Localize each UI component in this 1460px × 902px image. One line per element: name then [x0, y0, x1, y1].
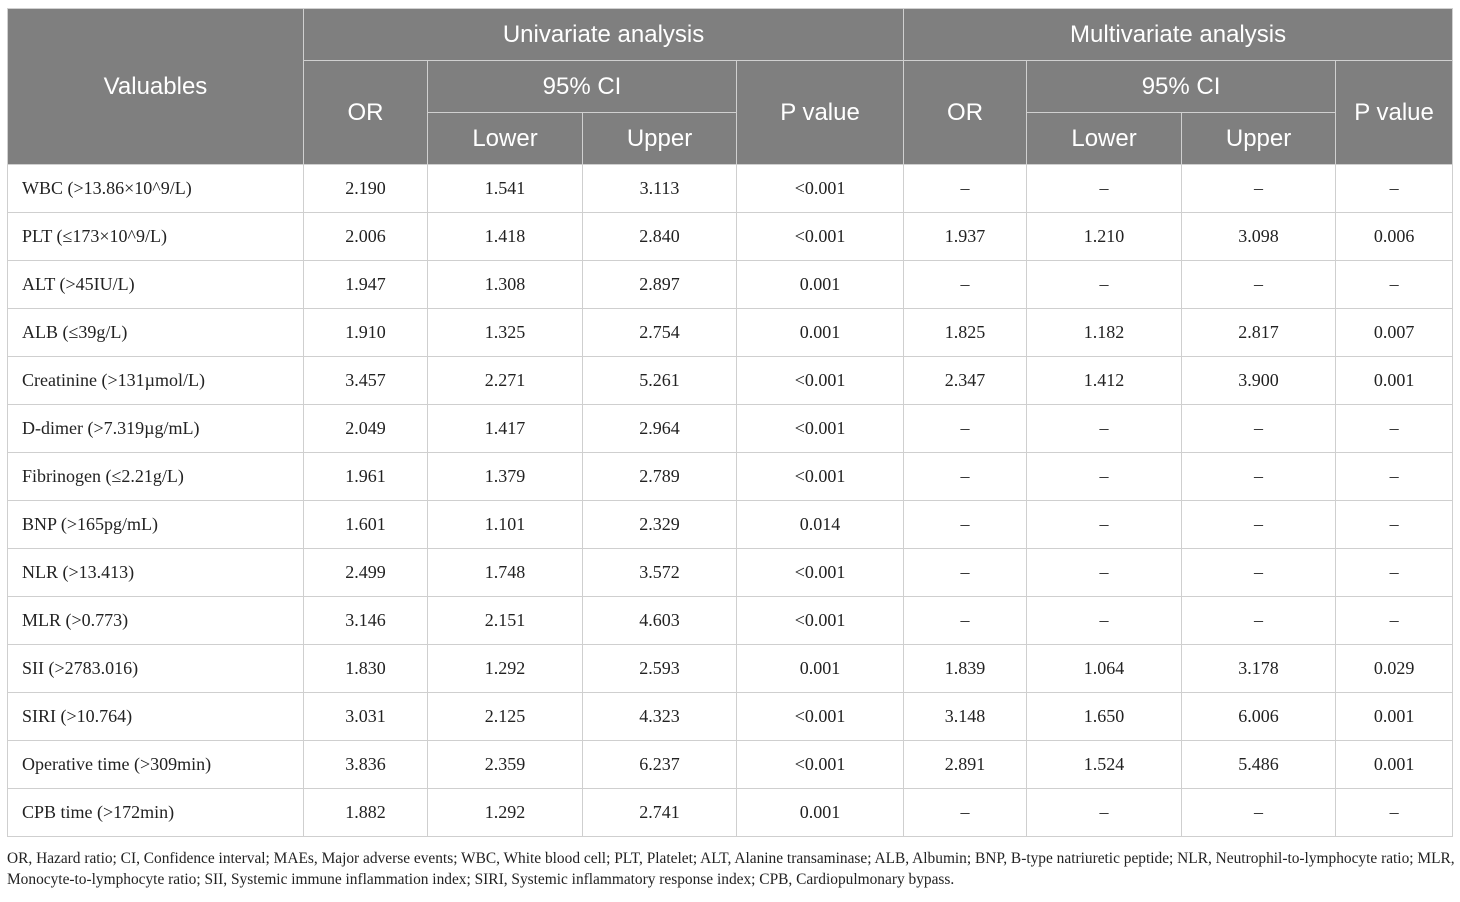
cell-variable: SIRI (>10.764): [8, 693, 304, 741]
cell-multivariate-lower: –: [1027, 165, 1182, 213]
cell-univariate-upper: 5.261: [583, 357, 737, 405]
cell-univariate-lower: 1.292: [428, 789, 583, 837]
cell-univariate-lower: 1.101: [428, 501, 583, 549]
cell-multivariate-or: –: [904, 549, 1027, 597]
cell-univariate-upper: 4.603: [583, 597, 737, 645]
cell-univariate-or: 2.499: [304, 549, 428, 597]
cell-univariate-upper: 4.323: [583, 693, 737, 741]
header-univariate-lower: Lower: [428, 113, 583, 165]
cell-univariate-upper: 3.113: [583, 165, 737, 213]
cell-multivariate-pvalue: –: [1336, 789, 1453, 837]
cell-univariate-upper: 2.964: [583, 405, 737, 453]
header-multivariate: Multivariate analysis: [904, 9, 1453, 61]
table-row: [8, 453, 1453, 501]
cell-multivariate-pvalue: 0.007: [1336, 309, 1453, 357]
cell-multivariate-or: –: [904, 597, 1027, 645]
header-multivariate-lower: Lower: [1027, 113, 1182, 165]
cell-multivariate-or: –: [904, 501, 1027, 549]
cell-univariate-lower: 1.292: [428, 645, 583, 693]
cell-multivariate-lower: 1.064: [1027, 645, 1182, 693]
cell-univariate-or: 2.006: [304, 213, 428, 261]
cell-multivariate-pvalue: 0.001: [1336, 357, 1453, 405]
cell-univariate-lower: 2.359: [428, 741, 583, 789]
cell-univariate-or: 1.830: [304, 645, 428, 693]
table-row: [8, 213, 1453, 261]
cell-variable: MLR (>0.773): [8, 597, 304, 645]
table-row: [8, 693, 1453, 741]
cell-multivariate-pvalue: 0.001: [1336, 693, 1453, 741]
header-multivariate-pvalue: P value: [1336, 61, 1453, 165]
table-row: [8, 597, 1453, 645]
cell-multivariate-upper: 2.817: [1182, 309, 1336, 357]
cell-univariate-upper: 2.593: [583, 645, 737, 693]
cell-multivariate-or: –: [904, 405, 1027, 453]
cell-multivariate-or: –: [904, 261, 1027, 309]
cell-univariate-lower: 1.541: [428, 165, 583, 213]
cell-univariate-or: 2.049: [304, 405, 428, 453]
cell-univariate-upper: 3.572: [583, 549, 737, 597]
cell-univariate-lower: 2.125: [428, 693, 583, 741]
header-univariate-or: OR: [304, 61, 428, 165]
cell-univariate-pvalue: <0.001: [737, 357, 904, 405]
cell-multivariate-lower: 1.182: [1027, 309, 1182, 357]
cell-univariate-pvalue: <0.001: [737, 693, 904, 741]
cell-variable: BNP (>165pg/mL): [8, 501, 304, 549]
cell-multivariate-lower: 1.524: [1027, 741, 1182, 789]
header-univariate: Univariate analysis: [304, 9, 904, 61]
cell-variable: Creatinine (>131µmol/L): [8, 357, 304, 405]
cell-multivariate-lower: –: [1027, 597, 1182, 645]
header-univariate-ci: 95% CI: [428, 61, 737, 113]
cell-variable: Fibrinogen (≤2.21g/L): [8, 453, 304, 501]
cell-multivariate-lower: 1.650: [1027, 693, 1182, 741]
cell-multivariate-upper: 3.178: [1182, 645, 1336, 693]
cell-multivariate-or: 1.937: [904, 213, 1027, 261]
table-row: [8, 165, 1453, 213]
table-row: [8, 357, 1453, 405]
cell-univariate-pvalue: <0.001: [737, 453, 904, 501]
cell-univariate-upper: 6.237: [583, 741, 737, 789]
cell-multivariate-upper: –: [1182, 501, 1336, 549]
cell-multivariate-lower: 1.412: [1027, 357, 1182, 405]
cell-multivariate-pvalue: –: [1336, 501, 1453, 549]
header-univariate-pvalue: P value: [737, 61, 904, 165]
table-row: [8, 405, 1453, 453]
cell-variable: WBC (>13.86×10^9/L): [8, 165, 304, 213]
cell-multivariate-upper: 3.098: [1182, 213, 1336, 261]
cell-multivariate-pvalue: 0.001: [1336, 741, 1453, 789]
header-multivariate-ci: 95% CI: [1027, 61, 1336, 113]
cell-multivariate-upper: –: [1182, 405, 1336, 453]
cell-multivariate-pvalue: –: [1336, 261, 1453, 309]
cell-univariate-or: 3.031: [304, 693, 428, 741]
table-body: [8, 165, 1453, 837]
cell-multivariate-or: 2.891: [904, 741, 1027, 789]
cell-multivariate-or: –: [904, 789, 1027, 837]
results-table: [7, 8, 1453, 837]
cell-multivariate-or: 1.839: [904, 645, 1027, 693]
cell-univariate-lower: 2.151: [428, 597, 583, 645]
cell-univariate-lower: 1.748: [428, 549, 583, 597]
table-row: [8, 789, 1453, 837]
cell-multivariate-pvalue: –: [1336, 165, 1453, 213]
cell-variable: D-dimer (>7.319µg/mL): [8, 405, 304, 453]
cell-univariate-lower: 1.325: [428, 309, 583, 357]
cell-variable: ALB (≤39g/L): [8, 309, 304, 357]
cell-multivariate-pvalue: –: [1336, 549, 1453, 597]
cell-multivariate-pvalue: 0.029: [1336, 645, 1453, 693]
cell-multivariate-upper: –: [1182, 549, 1336, 597]
cell-multivariate-upper: 5.486: [1182, 741, 1336, 789]
cell-univariate-or: 3.457: [304, 357, 428, 405]
cell-multivariate-or: –: [904, 453, 1027, 501]
header-variables: Valuables: [8, 9, 304, 165]
cell-multivariate-lower: –: [1027, 549, 1182, 597]
cell-multivariate-upper: 6.006: [1182, 693, 1336, 741]
cell-univariate-pvalue: <0.001: [737, 741, 904, 789]
cell-multivariate-pvalue: 0.006: [1336, 213, 1453, 261]
cell-univariate-pvalue: <0.001: [737, 549, 904, 597]
header-multivariate-or: OR: [904, 61, 1027, 165]
cell-multivariate-lower: –: [1027, 789, 1182, 837]
cell-multivariate-upper: –: [1182, 597, 1336, 645]
cell-univariate-or: 3.836: [304, 741, 428, 789]
cell-univariate-pvalue: <0.001: [737, 213, 904, 261]
cell-univariate-or: 1.961: [304, 453, 428, 501]
cell-univariate-pvalue: <0.001: [737, 165, 904, 213]
cell-multivariate-lower: –: [1027, 405, 1182, 453]
cell-univariate-lower: 1.418: [428, 213, 583, 261]
cell-univariate-or: 1.882: [304, 789, 428, 837]
cell-multivariate-upper: –: [1182, 165, 1336, 213]
cell-variable: NLR (>13.413): [8, 549, 304, 597]
table-footnote: OR, Hazard ratio; CI, Confidence interval; MAEs, Major adverse events; WBC, White blood cell; PLT, Platelet; ALT, Alanine transaminase; ALB, Albumin; BNP, B-type natriuretic peptide; NLR, Neutrophil-to-lymphocyte ratio; MLR, Monocyte-to-lymphocyte ratio; SII, Systemic immune inflammation index; SIRI, Systemic inflammatory response index; CPB, Cardiopulmonary bypass.: [7, 850, 1455, 888]
table-header: [8, 9, 1453, 165]
cell-univariate-or: 1.910: [304, 309, 428, 357]
table-row: [8, 501, 1453, 549]
cell-univariate-pvalue: 0.001: [737, 789, 904, 837]
cell-multivariate-pvalue: –: [1336, 405, 1453, 453]
cell-multivariate-lower: –: [1027, 261, 1182, 309]
table-row: [8, 645, 1453, 693]
cell-variable: CPB time (>172min): [8, 789, 304, 837]
cell-univariate-pvalue: 0.001: [737, 261, 904, 309]
table-row: [8, 309, 1453, 357]
cell-univariate-upper: 2.741: [583, 789, 737, 837]
cell-univariate-pvalue: <0.001: [737, 405, 904, 453]
header-univariate-upper: Upper: [583, 113, 737, 165]
cell-multivariate-lower: 1.210: [1027, 213, 1182, 261]
cell-univariate-lower: 2.271: [428, 357, 583, 405]
cell-univariate-upper: 2.754: [583, 309, 737, 357]
cell-univariate-or: 3.146: [304, 597, 428, 645]
cell-multivariate-lower: –: [1027, 453, 1182, 501]
table-row: [8, 741, 1453, 789]
cell-multivariate-upper: –: [1182, 789, 1336, 837]
cell-multivariate-or: –: [904, 165, 1027, 213]
cell-variable: ALT (>45IU/L): [8, 261, 304, 309]
cell-variable: Operative time (>309min): [8, 741, 304, 789]
cell-univariate-lower: 1.308: [428, 261, 583, 309]
cell-univariate-upper: 2.897: [583, 261, 737, 309]
cell-variable: SII (>2783.016): [8, 645, 304, 693]
cell-univariate-lower: 1.417: [428, 405, 583, 453]
table-row: [8, 549, 1453, 597]
table-row: [8, 261, 1453, 309]
cell-univariate-upper: 2.329: [583, 501, 737, 549]
cell-univariate-or: 1.601: [304, 501, 428, 549]
cell-univariate-upper: 2.840: [583, 213, 737, 261]
cell-univariate-upper: 2.789: [583, 453, 737, 501]
cell-multivariate-or: 1.825: [904, 309, 1027, 357]
cell-multivariate-upper: –: [1182, 261, 1336, 309]
cell-univariate-lower: 1.379: [428, 453, 583, 501]
cell-univariate-pvalue: <0.001: [737, 597, 904, 645]
cell-univariate-or: 2.190: [304, 165, 428, 213]
cell-univariate-or: 1.947: [304, 261, 428, 309]
cell-multivariate-pvalue: –: [1336, 597, 1453, 645]
cell-multivariate-pvalue: –: [1336, 453, 1453, 501]
cell-multivariate-upper: 3.900: [1182, 357, 1336, 405]
cell-univariate-pvalue: 0.001: [737, 309, 904, 357]
cell-multivariate-upper: –: [1182, 453, 1336, 501]
cell-multivariate-or: 2.347: [904, 357, 1027, 405]
cell-univariate-pvalue: 0.001: [737, 645, 904, 693]
cell-univariate-pvalue: 0.014: [737, 501, 904, 549]
cell-variable: PLT (≤173×10^9/L): [8, 213, 304, 261]
cell-multivariate-or: 3.148: [904, 693, 1027, 741]
header-multivariate-upper: Upper: [1182, 113, 1336, 165]
cell-multivariate-lower: –: [1027, 501, 1182, 549]
